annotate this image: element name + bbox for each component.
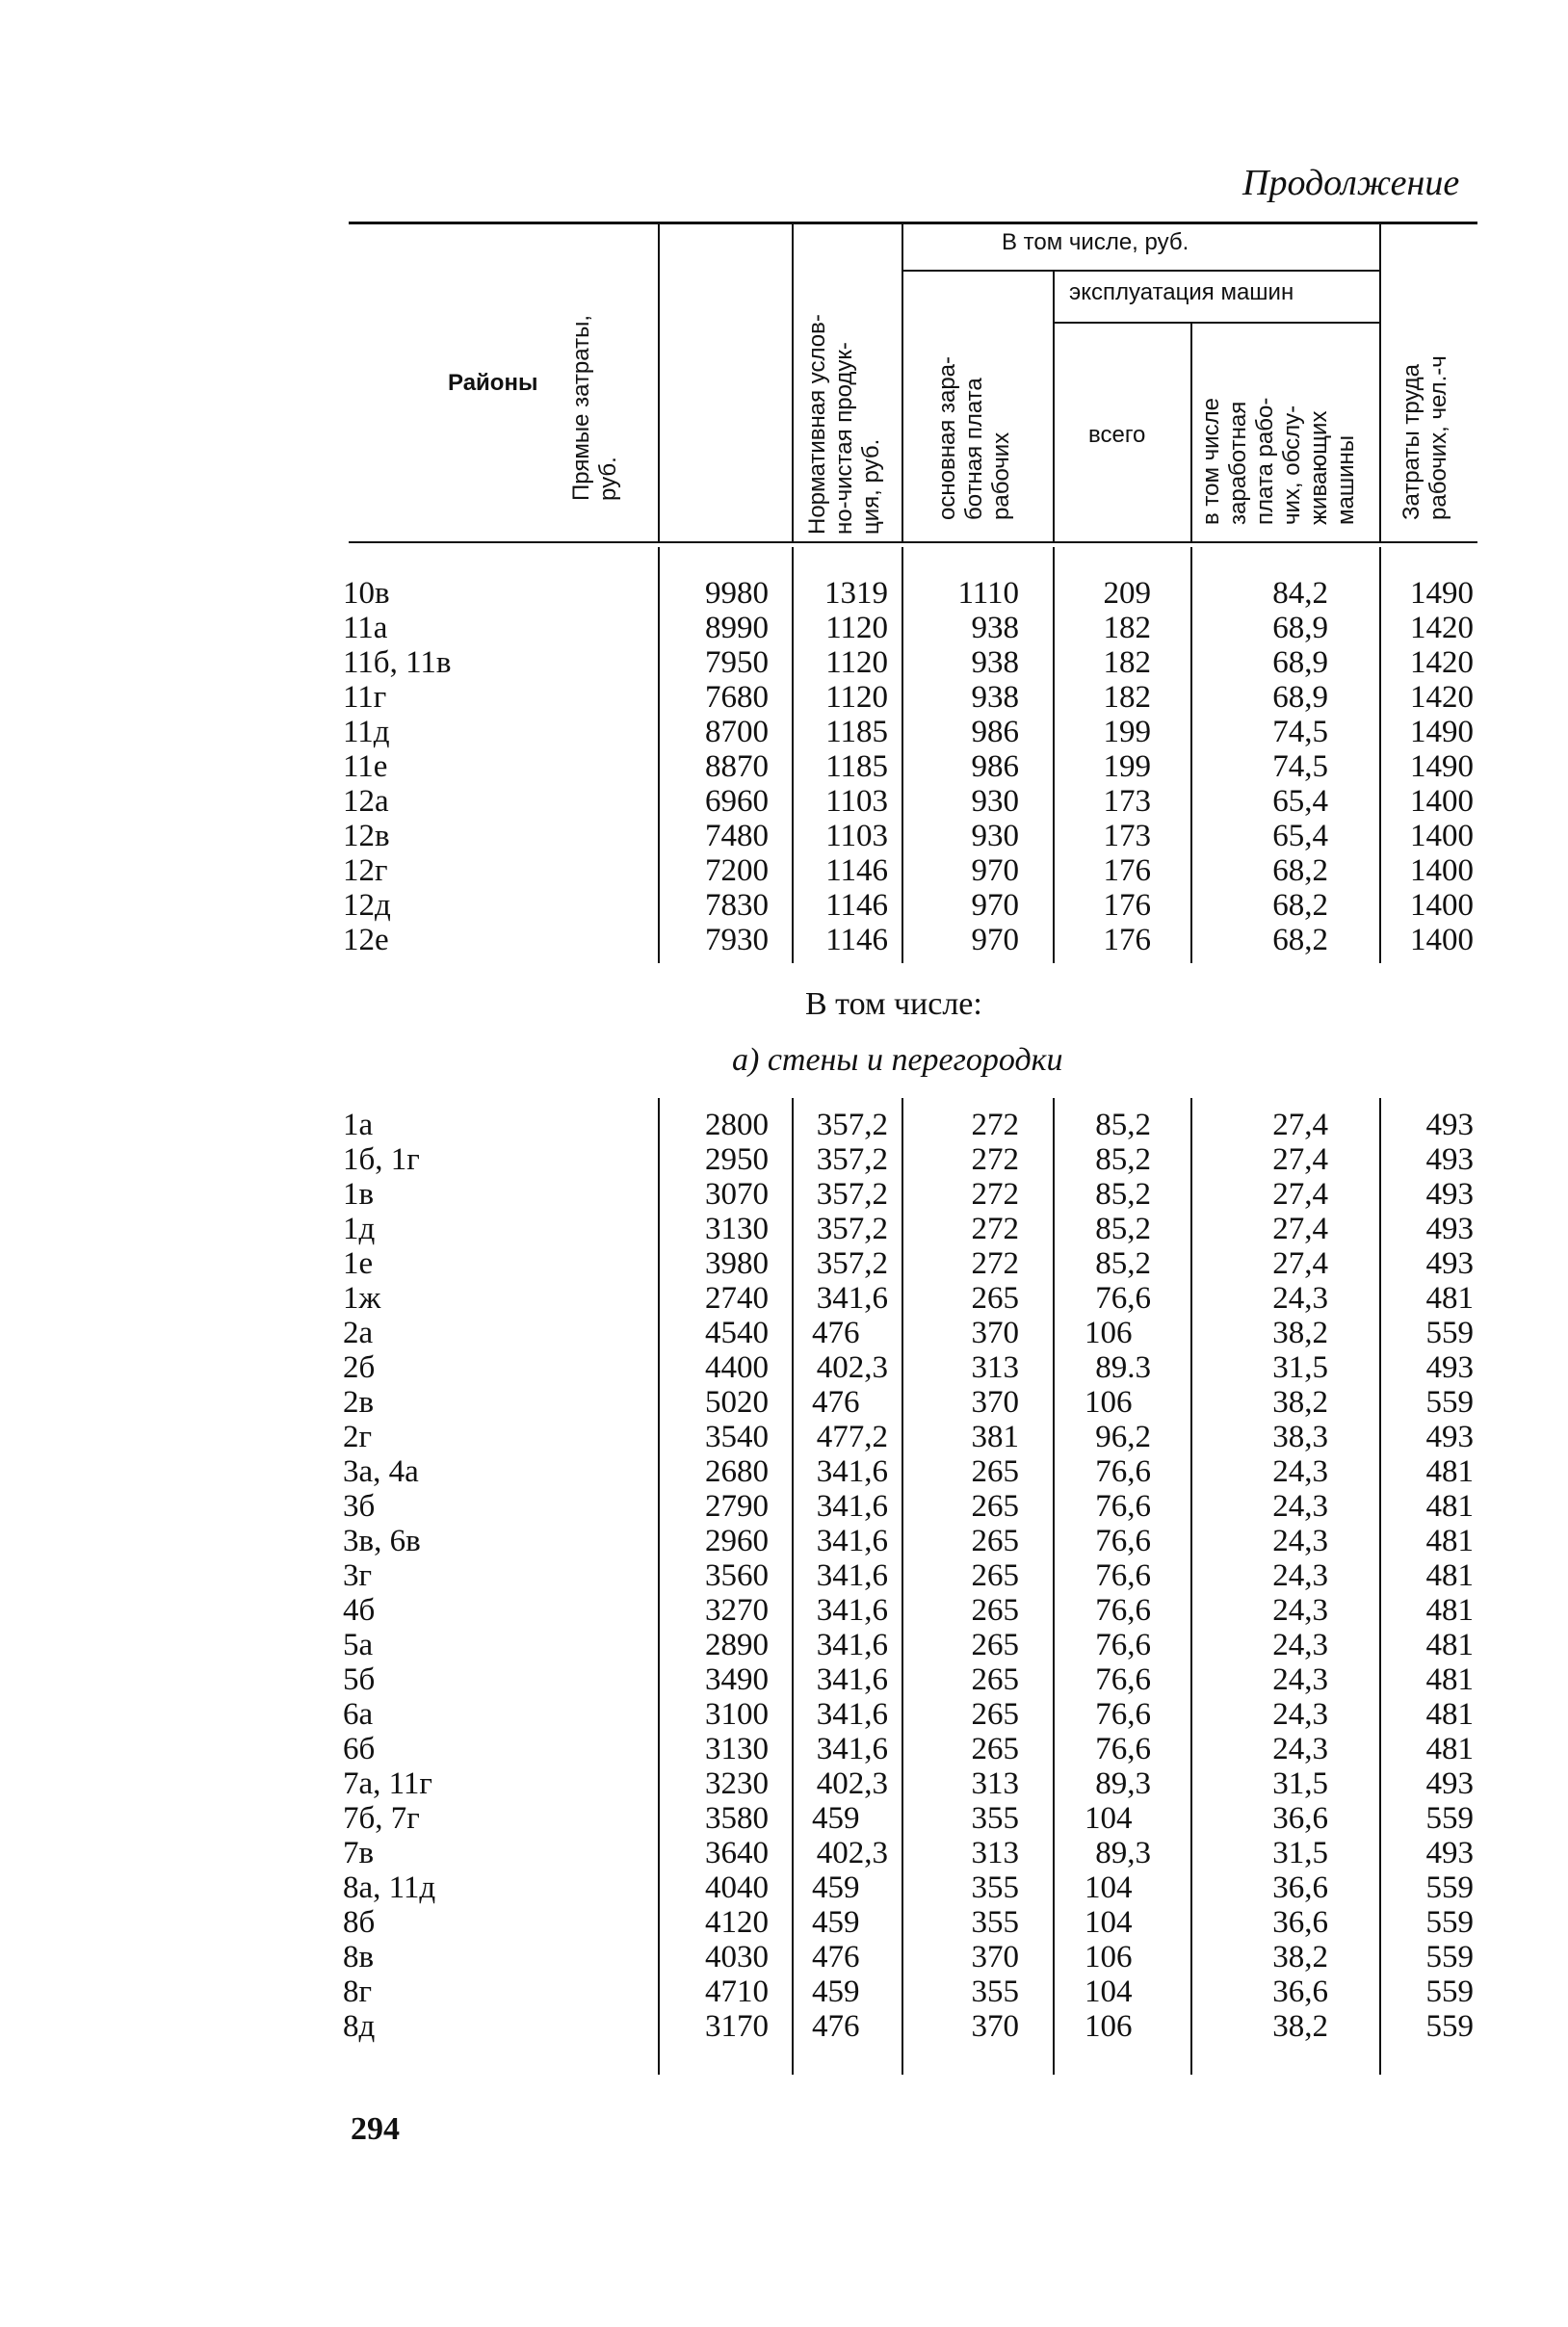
value-cell: 381 bbox=[971, 1420, 1019, 1454]
value-cell: 938 bbox=[971, 645, 1019, 680]
value-cell: 9980 bbox=[705, 576, 769, 611]
region-cell: 1е bbox=[343, 1246, 374, 1281]
region-cell: 8а, 11д bbox=[343, 1870, 436, 1905]
value-cell: 341,6 bbox=[816, 1697, 888, 1732]
value-cell: 24,3 bbox=[1272, 1281, 1328, 1316]
value-cell: 559 bbox=[1425, 2009, 1474, 2044]
region-cell: 3б bbox=[343, 1489, 376, 1524]
value-cell: 24,3 bbox=[1272, 1524, 1328, 1558]
value-cell: 265 bbox=[971, 1281, 1019, 1316]
value-cell: 68,9 bbox=[1272, 680, 1328, 715]
value-cell: 476 bbox=[812, 1385, 860, 1420]
value-cell: 96,2 bbox=[1095, 1420, 1151, 1454]
value-cell: 38,2 bbox=[1272, 2009, 1328, 2044]
value-cell: 3540 bbox=[705, 1420, 769, 1454]
value-cell: 8990 bbox=[705, 611, 769, 645]
value-cell: 182 bbox=[1103, 645, 1151, 680]
value-cell: 2740 bbox=[705, 1281, 769, 1316]
region-cell: 3а, 4а bbox=[343, 1454, 419, 1489]
value-cell: 4710 bbox=[705, 1974, 769, 2009]
value-cell: 2680 bbox=[705, 1454, 769, 1489]
value-cell: 36,6 bbox=[1272, 1905, 1328, 1940]
value-cell: 265 bbox=[971, 1697, 1019, 1732]
value-cell: 459 bbox=[812, 1905, 860, 1940]
value-cell: 402,3 bbox=[816, 1766, 888, 1801]
value-cell: 370 bbox=[971, 1940, 1019, 1974]
value-cell: 3580 bbox=[705, 1801, 769, 1836]
value-cell: 1185 bbox=[825, 715, 888, 749]
region-cell: 6б bbox=[343, 1732, 376, 1766]
value-cell: 1490 bbox=[1410, 576, 1474, 611]
header-divider bbox=[1053, 270, 1055, 541]
value-cell: 970 bbox=[971, 923, 1019, 957]
header-labor: Затраты труда рабочих, чел.-ч bbox=[1398, 355, 1451, 520]
region-cell: 10в bbox=[343, 576, 390, 611]
value-cell: 341,6 bbox=[816, 1281, 888, 1316]
region-cell: 4б bbox=[343, 1593, 376, 1628]
value-cell: 341,6 bbox=[816, 1454, 888, 1489]
value-cell: 31,5 bbox=[1272, 1836, 1328, 1870]
value-cell: 559 bbox=[1425, 1905, 1474, 1940]
section-title: В том числе: bbox=[805, 986, 982, 1022]
value-cell: 3270 bbox=[705, 1593, 769, 1628]
value-cell: 265 bbox=[971, 1628, 1019, 1662]
value-cell: 3230 bbox=[705, 1766, 769, 1801]
value-cell: 370 bbox=[971, 1385, 1019, 1420]
value-cell: 355 bbox=[971, 1974, 1019, 2009]
value-cell: 2800 bbox=[705, 1108, 769, 1142]
value-cell: 24,3 bbox=[1272, 1732, 1328, 1766]
value-cell: 493 bbox=[1425, 1766, 1474, 1801]
value-cell: 3130 bbox=[705, 1212, 769, 1246]
region-cell: 2г bbox=[343, 1420, 373, 1454]
value-cell: 559 bbox=[1425, 1316, 1474, 1350]
value-cell: 173 bbox=[1103, 784, 1151, 819]
value-cell: 355 bbox=[971, 1905, 1019, 1940]
value-cell: 76,6 bbox=[1095, 1697, 1151, 1732]
value-cell: 106 bbox=[1085, 2009, 1133, 2044]
value-cell: 4030 bbox=[705, 1940, 769, 1974]
header-divider bbox=[1379, 223, 1381, 541]
value-cell: 370 bbox=[971, 2009, 1019, 2044]
region-cell: 8б bbox=[343, 1905, 376, 1940]
value-cell: 3980 bbox=[705, 1246, 769, 1281]
region-cell: 3в, 6в bbox=[343, 1524, 421, 1558]
value-cell: 265 bbox=[971, 1593, 1019, 1628]
value-cell: 476 bbox=[812, 1316, 860, 1350]
value-cell: 481 bbox=[1425, 1454, 1474, 1489]
value-cell: 68,2 bbox=[1272, 888, 1328, 923]
header-incl-wage: в том числе заработная плата рабо- чих, обслу- живающих машины bbox=[1198, 397, 1359, 525]
value-cell: 176 bbox=[1103, 888, 1151, 923]
value-cell: 402,3 bbox=[816, 1836, 888, 1870]
value-cell: 27,4 bbox=[1272, 1142, 1328, 1177]
value-cell: 106 bbox=[1085, 1316, 1133, 1350]
region-cell: 11б, 11в bbox=[343, 645, 452, 680]
value-cell: 76,6 bbox=[1095, 1732, 1151, 1766]
region-cell: 12е bbox=[343, 923, 389, 957]
value-cell: 265 bbox=[971, 1524, 1019, 1558]
value-cell: 493 bbox=[1425, 1350, 1474, 1385]
region-cell: 7в bbox=[343, 1836, 375, 1870]
value-cell: 265 bbox=[971, 1454, 1019, 1489]
value-cell: 65,4 bbox=[1272, 819, 1328, 853]
value-cell: 2890 bbox=[705, 1628, 769, 1662]
header-subrule bbox=[902, 270, 1379, 272]
value-cell: 459 bbox=[812, 1801, 860, 1836]
value-cell: 74,5 bbox=[1272, 715, 1328, 749]
value-cell: 1400 bbox=[1410, 853, 1474, 888]
value-cell: 1120 bbox=[825, 680, 888, 715]
value-cell: 970 bbox=[971, 853, 1019, 888]
value-cell: 27,4 bbox=[1272, 1177, 1328, 1212]
value-cell: 85,2 bbox=[1095, 1212, 1151, 1246]
region-cell: 11г bbox=[343, 680, 387, 715]
value-cell: 1400 bbox=[1410, 819, 1474, 853]
value-cell: 173 bbox=[1103, 819, 1151, 853]
value-cell: 357,2 bbox=[816, 1212, 888, 1246]
value-cell: 272 bbox=[971, 1177, 1019, 1212]
value-cell: 481 bbox=[1425, 1697, 1474, 1732]
header-total: всего bbox=[1088, 422, 1146, 448]
value-cell: 6960 bbox=[705, 784, 769, 819]
value-cell: 176 bbox=[1103, 853, 1151, 888]
value-cell: 68,2 bbox=[1272, 853, 1328, 888]
value-cell: 1103 bbox=[825, 819, 888, 853]
region-cell: 5б bbox=[343, 1662, 376, 1697]
region-cell: 2б bbox=[343, 1350, 376, 1385]
value-cell: 1103 bbox=[825, 784, 888, 819]
value-cell: 493 bbox=[1425, 1420, 1474, 1454]
table-top-rule bbox=[349, 222, 1477, 224]
value-cell: 4120 bbox=[705, 1905, 769, 1940]
value-cell: 1400 bbox=[1410, 888, 1474, 923]
value-cell: 1146 bbox=[825, 853, 888, 888]
region-cell: 11д bbox=[343, 715, 390, 749]
value-cell: 1400 bbox=[1410, 923, 1474, 957]
value-cell: 986 bbox=[971, 715, 1019, 749]
value-cell: 272 bbox=[971, 1212, 1019, 1246]
header-including: В том числе, руб. bbox=[1002, 229, 1189, 255]
region-cell: 1б, 1г bbox=[343, 1142, 420, 1177]
value-cell: 7830 bbox=[705, 888, 769, 923]
header-divider bbox=[792, 223, 794, 541]
value-cell: 84,2 bbox=[1272, 576, 1328, 611]
value-cell: 493 bbox=[1425, 1108, 1474, 1142]
value-cell: 493 bbox=[1425, 1142, 1474, 1177]
value-cell: 1400 bbox=[1410, 784, 1474, 819]
header-divider bbox=[658, 223, 660, 541]
value-cell: 265 bbox=[971, 1558, 1019, 1593]
value-cell: 24,3 bbox=[1272, 1662, 1328, 1697]
value-cell: 38,2 bbox=[1272, 1316, 1328, 1350]
value-cell: 74,5 bbox=[1272, 749, 1328, 784]
value-cell: 459 bbox=[812, 1870, 860, 1905]
value-cell: 65,4 bbox=[1272, 784, 1328, 819]
value-cell: 104 bbox=[1085, 1974, 1133, 2009]
value-cell: 938 bbox=[971, 611, 1019, 645]
value-cell: 481 bbox=[1425, 1593, 1474, 1628]
region-cell: 12а bbox=[343, 784, 389, 819]
value-cell: 1185 bbox=[825, 749, 888, 784]
value-cell: 265 bbox=[971, 1489, 1019, 1524]
value-cell: 481 bbox=[1425, 1628, 1474, 1662]
value-cell: 24,3 bbox=[1272, 1593, 1328, 1628]
value-cell: 3560 bbox=[705, 1558, 769, 1593]
region-cell: 8д bbox=[343, 2009, 376, 2044]
continuation-label: Продолжение bbox=[1242, 163, 1460, 203]
value-cell: 182 bbox=[1103, 611, 1151, 645]
value-cell: 272 bbox=[971, 1142, 1019, 1177]
value-cell: 1146 bbox=[825, 888, 888, 923]
value-cell: 1120 bbox=[825, 611, 888, 645]
value-cell: 265 bbox=[971, 1662, 1019, 1697]
value-cell: 1146 bbox=[825, 923, 888, 957]
value-cell: 24,3 bbox=[1272, 1558, 1328, 1593]
value-cell: 559 bbox=[1425, 1385, 1474, 1420]
value-cell: 493 bbox=[1425, 1212, 1474, 1246]
region-cell: 7а, 11г bbox=[343, 1766, 432, 1801]
value-cell: 341,6 bbox=[816, 1524, 888, 1558]
region-cell: 2а bbox=[343, 1316, 374, 1350]
value-cell: 106 bbox=[1085, 1385, 1133, 1420]
value-cell: 24,3 bbox=[1272, 1489, 1328, 1524]
value-cell: 209 bbox=[1103, 576, 1151, 611]
value-cell: 357,2 bbox=[816, 1177, 888, 1212]
value-cell: 341,6 bbox=[816, 1732, 888, 1766]
value-cell: 313 bbox=[971, 1836, 1019, 1870]
value-cell: 85,2 bbox=[1095, 1108, 1151, 1142]
value-cell: 1490 bbox=[1410, 715, 1474, 749]
value-cell: 355 bbox=[971, 1870, 1019, 1905]
region-cell: 12д bbox=[343, 888, 391, 923]
region-cell: 5а bbox=[343, 1628, 374, 1662]
value-cell: 76,6 bbox=[1095, 1281, 1151, 1316]
value-cell: 493 bbox=[1425, 1246, 1474, 1281]
value-cell: 481 bbox=[1425, 1489, 1474, 1524]
header-regions: Районы bbox=[448, 370, 538, 396]
value-cell: 476 bbox=[812, 1940, 860, 1974]
value-cell: 68,2 bbox=[1272, 923, 1328, 957]
value-cell: 459 bbox=[812, 1974, 860, 2009]
value-cell: 7930 bbox=[705, 923, 769, 957]
value-cell: 89,3 bbox=[1095, 1766, 1151, 1801]
value-cell: 8700 bbox=[705, 715, 769, 749]
value-cell: 341,6 bbox=[816, 1558, 888, 1593]
value-cell: 930 bbox=[971, 784, 1019, 819]
value-cell: 357,2 bbox=[816, 1142, 888, 1177]
value-cell: 357,2 bbox=[816, 1246, 888, 1281]
value-cell: 481 bbox=[1425, 1524, 1474, 1558]
value-cell: 36,6 bbox=[1272, 1801, 1328, 1836]
value-cell: 76,6 bbox=[1095, 1489, 1151, 1524]
region-cell: 11а bbox=[343, 611, 388, 645]
value-cell: 89.3 bbox=[1095, 1350, 1151, 1385]
value-cell: 36,6 bbox=[1272, 1870, 1328, 1905]
value-cell: 986 bbox=[971, 749, 1019, 784]
region-cell: 1в bbox=[343, 1177, 375, 1212]
page-number: 294 bbox=[351, 2111, 400, 2147]
value-cell: 1420 bbox=[1410, 611, 1474, 645]
header-direct-costs: Прямые затраты, руб. bbox=[568, 315, 621, 501]
value-cell: 7950 bbox=[705, 645, 769, 680]
value-cell: 1319 bbox=[824, 576, 888, 611]
header-base-wage: основная зара- ботная плата рабочих bbox=[934, 355, 1014, 520]
value-cell: 559 bbox=[1425, 1870, 1474, 1905]
value-cell: 1420 bbox=[1410, 680, 1474, 715]
region-cell: 1ж bbox=[343, 1281, 381, 1316]
region-cell: 7б, 7г bbox=[343, 1801, 420, 1836]
value-cell: 1490 bbox=[1410, 749, 1474, 784]
header-divider bbox=[1190, 324, 1192, 541]
value-cell: 493 bbox=[1425, 1836, 1474, 1870]
value-cell: 76,6 bbox=[1095, 1593, 1151, 1628]
value-cell: 3070 bbox=[705, 1177, 769, 1212]
value-cell: 481 bbox=[1425, 1281, 1474, 1316]
header-bottom-rule bbox=[349, 541, 1477, 543]
value-cell: 85,2 bbox=[1095, 1177, 1151, 1212]
value-cell: 272 bbox=[971, 1246, 1019, 1281]
value-cell: 370 bbox=[971, 1316, 1019, 1350]
header-machine-ops: эксплуатация машин bbox=[1069, 279, 1294, 305]
value-cell: 24,3 bbox=[1272, 1697, 1328, 1732]
value-cell: 85,2 bbox=[1095, 1142, 1151, 1177]
value-cell: 272 bbox=[971, 1108, 1019, 1142]
value-cell: 481 bbox=[1425, 1662, 1474, 1697]
region-cell: 12г bbox=[343, 853, 388, 888]
value-cell: 199 bbox=[1103, 749, 1151, 784]
value-cell: 104 bbox=[1085, 1801, 1133, 1836]
value-cell: 8870 bbox=[705, 749, 769, 784]
value-cell: 7200 bbox=[705, 853, 769, 888]
value-cell: 481 bbox=[1425, 1558, 1474, 1593]
value-cell: 176 bbox=[1103, 923, 1151, 957]
value-cell: 85,2 bbox=[1095, 1246, 1151, 1281]
region-cell: 8в bbox=[343, 1940, 375, 1974]
value-cell: 2950 bbox=[705, 1142, 769, 1177]
value-cell: 31,5 bbox=[1272, 1350, 1328, 1385]
region-cell: 2в bbox=[343, 1385, 375, 1420]
value-cell: 38,2 bbox=[1272, 1940, 1328, 1974]
value-cell: 5020 bbox=[705, 1385, 769, 1420]
value-cell: 31,5 bbox=[1272, 1766, 1328, 1801]
value-cell: 68,9 bbox=[1272, 645, 1328, 680]
value-cell: 2960 bbox=[705, 1524, 769, 1558]
value-cell: 24,3 bbox=[1272, 1454, 1328, 1489]
value-cell: 477,2 bbox=[816, 1420, 888, 1454]
value-cell: 7480 bbox=[705, 819, 769, 853]
value-cell: 106 bbox=[1085, 1940, 1133, 1974]
value-cell: 938 bbox=[971, 680, 1019, 715]
value-cell: 182 bbox=[1103, 680, 1151, 715]
value-cell: 76,6 bbox=[1095, 1454, 1151, 1489]
value-cell: 481 bbox=[1425, 1732, 1474, 1766]
value-cell: 27,4 bbox=[1272, 1246, 1328, 1281]
value-cell: 89,3 bbox=[1095, 1836, 1151, 1870]
value-cell: 27,4 bbox=[1272, 1212, 1328, 1246]
value-cell: 199 bbox=[1103, 715, 1151, 749]
region-cell: 1а bbox=[343, 1108, 374, 1142]
value-cell: 27,4 bbox=[1272, 1108, 1328, 1142]
value-cell: 265 bbox=[971, 1732, 1019, 1766]
value-cell: 3170 bbox=[705, 2009, 769, 2044]
value-cell: 402,3 bbox=[816, 1350, 888, 1385]
value-cell: 930 bbox=[971, 819, 1019, 853]
value-cell: 36,6 bbox=[1272, 1974, 1328, 2009]
value-cell: 313 bbox=[971, 1350, 1019, 1385]
header-normative: Нормативная услов- но-чистая продук- ция, руб. bbox=[804, 314, 884, 535]
value-cell: 3100 bbox=[705, 1697, 769, 1732]
value-cell: 104 bbox=[1085, 1870, 1133, 1905]
value-cell: 355 bbox=[971, 1801, 1019, 1836]
value-cell: 76,6 bbox=[1095, 1628, 1151, 1662]
section-subtitle: а) стены и перегородки bbox=[732, 1042, 1063, 1078]
value-cell: 341,6 bbox=[816, 1593, 888, 1628]
value-cell: 559 bbox=[1425, 1974, 1474, 2009]
value-cell: 341,6 bbox=[816, 1489, 888, 1524]
value-cell: 4400 bbox=[705, 1350, 769, 1385]
value-cell: 313 bbox=[971, 1766, 1019, 1801]
value-cell: 76,6 bbox=[1095, 1662, 1151, 1697]
region-cell: 8г bbox=[343, 1974, 373, 2009]
value-cell: 1420 bbox=[1410, 645, 1474, 680]
value-cell: 38,2 bbox=[1272, 1385, 1328, 1420]
value-cell: 2790 bbox=[705, 1489, 769, 1524]
value-cell: 38,3 bbox=[1272, 1420, 1328, 1454]
value-cell: 76,6 bbox=[1095, 1558, 1151, 1593]
value-cell: 341,6 bbox=[816, 1662, 888, 1697]
value-cell: 76,6 bbox=[1095, 1524, 1151, 1558]
value-cell: 357,2 bbox=[816, 1108, 888, 1142]
region-cell: 3г bbox=[343, 1558, 373, 1593]
value-cell: 104 bbox=[1085, 1905, 1133, 1940]
value-cell: 559 bbox=[1425, 1801, 1474, 1836]
value-cell: 476 bbox=[812, 2009, 860, 2044]
value-cell: 1120 bbox=[825, 645, 888, 680]
value-cell: 68,9 bbox=[1272, 611, 1328, 645]
value-cell: 7680 bbox=[705, 680, 769, 715]
value-cell: 1110 bbox=[957, 576, 1019, 611]
value-cell: 3490 bbox=[705, 1662, 769, 1697]
region-cell: 6а bbox=[343, 1697, 374, 1732]
value-cell: 3130 bbox=[705, 1732, 769, 1766]
value-cell: 4040 bbox=[705, 1870, 769, 1905]
value-cell: 24,3 bbox=[1272, 1628, 1328, 1662]
value-cell: 493 bbox=[1425, 1177, 1474, 1212]
value-cell: 3640 bbox=[705, 1836, 769, 1870]
region-cell: 11е bbox=[343, 749, 388, 784]
region-cell: 1д bbox=[343, 1212, 376, 1246]
value-cell: 970 bbox=[971, 888, 1019, 923]
value-cell: 559 bbox=[1425, 1940, 1474, 1974]
region-cell: 12в bbox=[343, 819, 390, 853]
value-cell: 4540 bbox=[705, 1316, 769, 1350]
value-cell: 341,6 bbox=[816, 1628, 888, 1662]
